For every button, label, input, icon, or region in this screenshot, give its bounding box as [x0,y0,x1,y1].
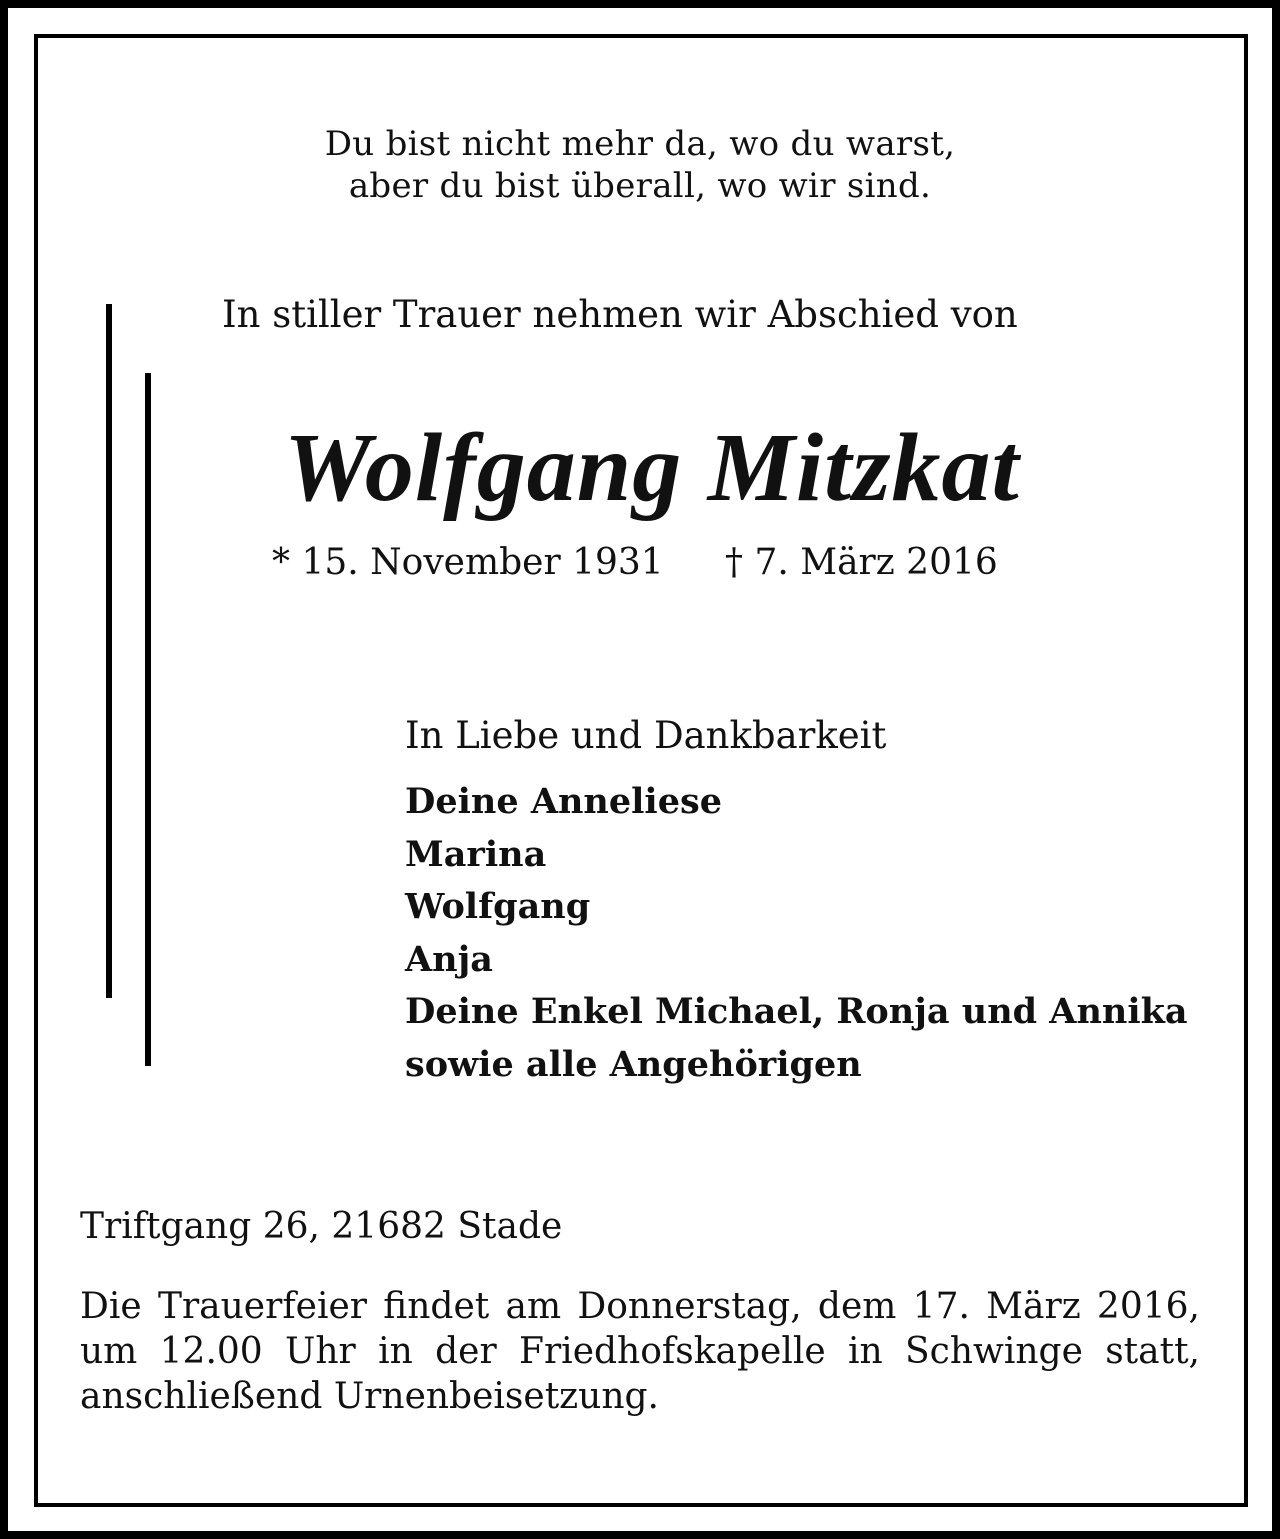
signer: Marina [405,833,547,875]
closing-text: In Liebe und Dankbarkeit [405,714,887,757]
motto-line-1: Du bist nicht mehr da, wo du warst, [324,124,956,164]
intro-text: In stiller Trauer nehmen wir Abschied von [222,293,1018,336]
death-date: † 7. März 2016 [725,542,998,583]
vertical-rule-left [106,304,112,998]
signer: Deine Enkel Michael, Ronja und Annika [405,991,1188,1032]
birth-date: * 15. November 1931 [272,542,664,583]
signer: Wolfgang [405,886,591,927]
signer: Anja [405,938,493,980]
address-text: Triftgang 26, 21682 Stade [80,1206,563,1247]
ceremony-notice: Die Trauerfeier findet am Donnerstag, dem 17. März 2016, um 12.00 Uhr in der Friedhofskapelle in Schwinge statt, anschließend Urnenbeisetzung. [80,1286,1200,1417]
deceased-name: Wolfgang Mitzkat [284,414,1020,522]
motto-line-2: aber du bist überall, wo wir sind. [348,166,932,206]
vertical-rule-right [145,373,151,1066]
signers-list [405,776,1188,1091]
signer: Deine Anneliese [405,781,722,822]
signer: sowie alle Angehörigen [405,1043,862,1085]
